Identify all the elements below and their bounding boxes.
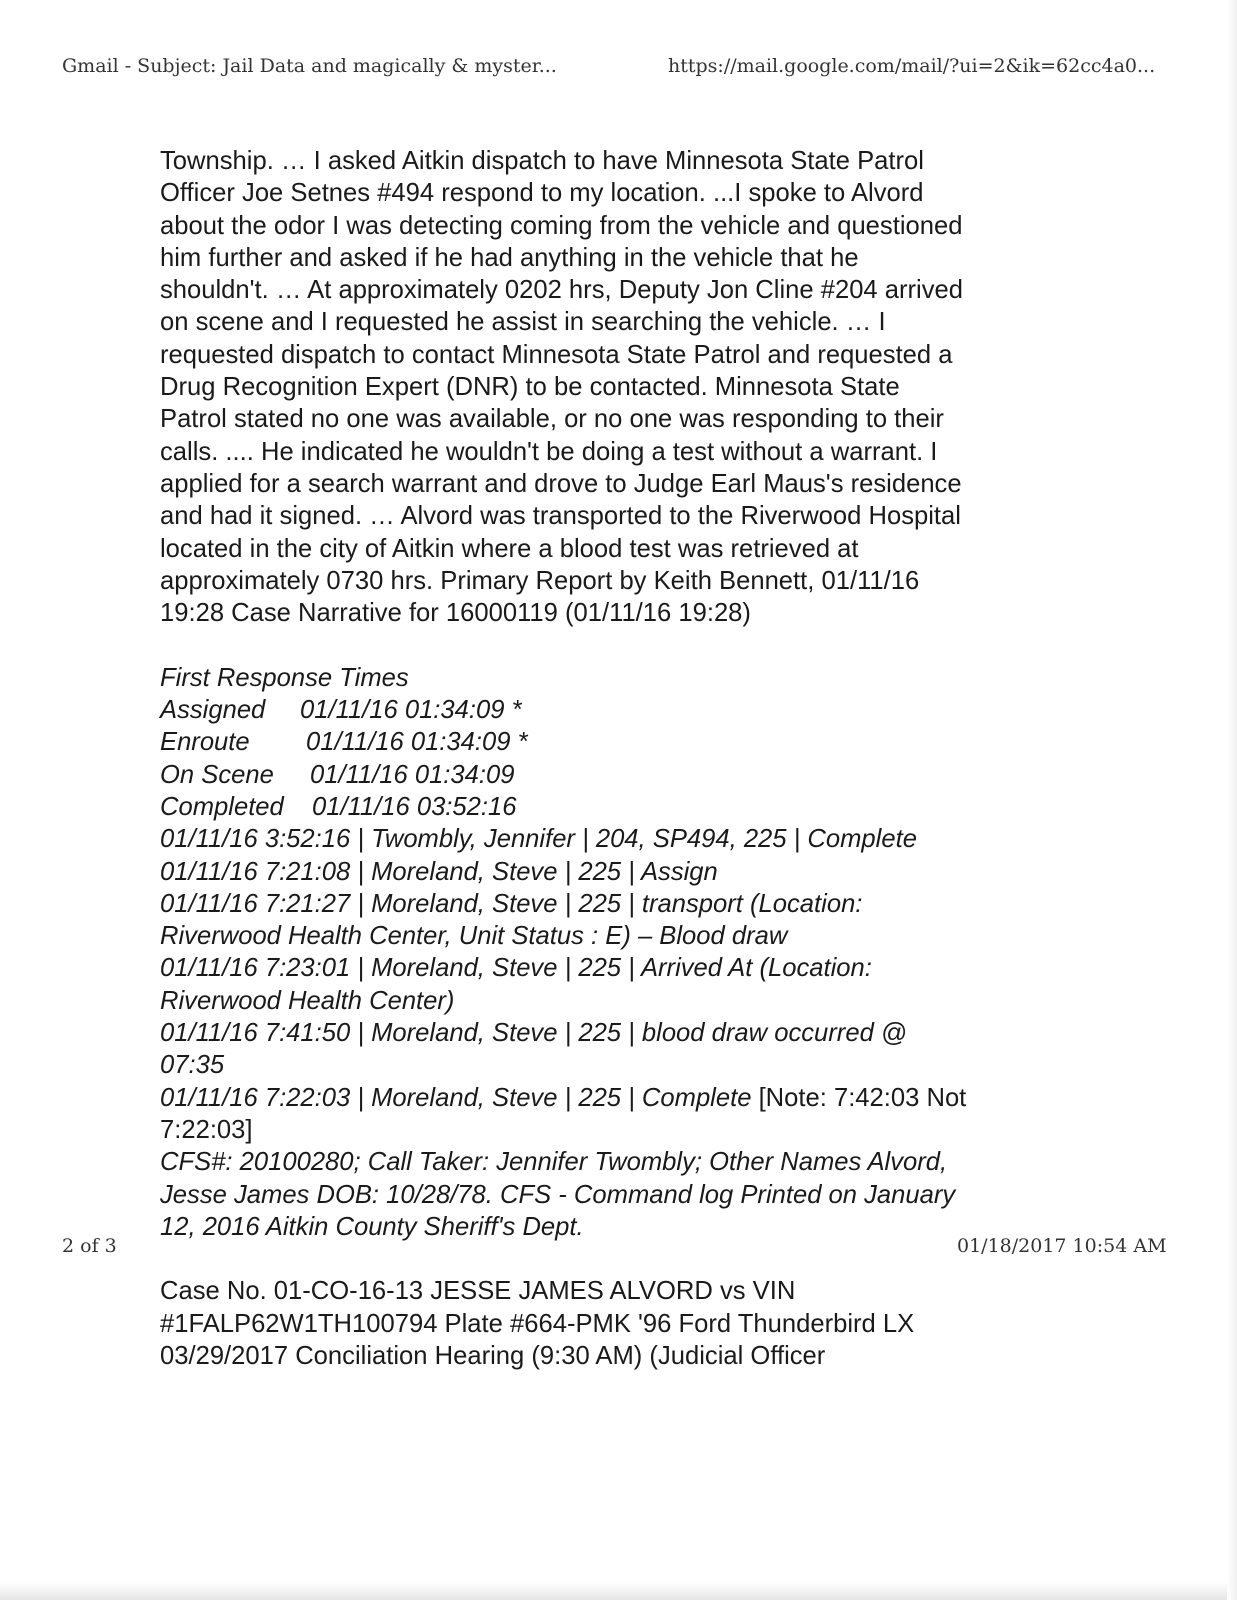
paragraph-gap bbox=[160, 629, 1090, 661]
narrative-line: Drug Recognition Expert (DNR) to be contacted. Minnesota State bbox=[160, 373, 900, 402]
narrative-line: and had it signed. … Alvord was transported to the Riverwood Hospital bbox=[160, 502, 961, 531]
print-header-url: https://mail.google.com/mail/?ui=2&ik=62cc4a0... bbox=[668, 55, 1156, 77]
response-time-row bbox=[160, 791, 1090, 823]
narrative-line: approximately 0730 hrs. Primary Report by Keith Bennett, 01/11/16 bbox=[160, 566, 920, 595]
case-line: Case No. 01-CO-16-13 JESSE JAMES ALVORD vs VIN bbox=[160, 1277, 796, 1306]
narrative-line: located in the city of Aitkin where a blood test was retrieved at bbox=[160, 534, 859, 563]
cfs-line: Jesse James DOB: 10/28/78. CFS - Command log Printed on January bbox=[160, 1180, 956, 1209]
print-header-title: Gmail - Subject: Jail Data and magically & myster... bbox=[62, 55, 557, 77]
correction-note-continued: 7:22:03] bbox=[160, 1115, 253, 1144]
command-log-line: 01/11/16 7:21:08 | Moreland, Steve | 225 | Assign bbox=[160, 857, 718, 886]
response-times-heading: First Response Times bbox=[160, 663, 409, 692]
case-line: 03/29/2017 Conciliation Hearing (9:30 AM) (Judicial Officer bbox=[160, 1341, 826, 1370]
response-time-value: 01/11/16 01:34:09 * bbox=[306, 728, 528, 757]
narrative-line: requested dispatch to contact Minnesota State Patrol and requested a bbox=[160, 340, 953, 369]
response-time-label: Completed bbox=[160, 792, 284, 821]
command-log-complete-entry: 01/11/16 7:22:03 | Moreland, Steve | 225 | Complete bbox=[160, 1083, 752, 1112]
command-log-line: 01/11/16 7:21:27 | Moreland, Steve | 225 | transport (Location: bbox=[160, 889, 863, 918]
cfs-details bbox=[160, 1146, 1090, 1243]
response-time-row bbox=[160, 759, 1090, 791]
narrative-line: shouldn't. … At approximately 0202 hrs, Deputy Jon Cline #204 arrived bbox=[160, 276, 964, 305]
command-log-complete-line bbox=[160, 1082, 1090, 1114]
first-response-times bbox=[160, 662, 1090, 1082]
response-time-value: 01/11/16 03:52:16 bbox=[312, 792, 517, 821]
correction-note: [Note: 7:42:03 Not bbox=[751, 1083, 967, 1112]
narrative-line: applied for a search warrant and drove to Judge Earl Maus's residence bbox=[160, 469, 962, 498]
command-log-line: 07:35 bbox=[160, 1051, 225, 1080]
print-datetime: 01/18/2017 10:54 AM bbox=[957, 1235, 1167, 1257]
command-log-line: 01/11/16 7:41:50 | Moreland, Steve | 225 | blood draw occurred @ bbox=[160, 1019, 907, 1048]
command-log-line: Riverwood Health Center) bbox=[160, 986, 455, 1015]
scan-edge-shadow-right bbox=[1227, 0, 1237, 1600]
command-log-line: 01/11/16 7:23:01 | Moreland, Steve | 225 | Arrived At (Location: bbox=[160, 954, 872, 983]
narrative-line: him further and asked if he had anything in the vehicle that he bbox=[160, 243, 859, 272]
scan-edge-shadow bbox=[0, 1582, 1237, 1600]
command-log-line: Riverwood Health Center, Unit Status : E) – Blood draw bbox=[160, 922, 788, 951]
case-line: #1FALP62W1TH100794 Plate #664-PMK '96 Ford Thunderbird LX bbox=[160, 1309, 915, 1338]
paragraph-gap bbox=[160, 1243, 1090, 1275]
narrative-line: Township. … I asked Aitkin dispatch to have Minnesota State Patrol bbox=[160, 147, 924, 175]
narrative-line: calls. .... He indicated he wouldn't be doing a test without a warrant. I bbox=[160, 437, 938, 466]
page-number: 2 of 3 bbox=[62, 1235, 117, 1257]
response-time-label: On Scene bbox=[160, 760, 274, 789]
response-time-label: Enroute bbox=[160, 728, 250, 757]
response-time-row bbox=[160, 726, 1090, 758]
cfs-line: 12, 2016 Aitkin County Sheriff's Dept. bbox=[160, 1212, 584, 1241]
cfs-line: CFS#: 20100280; Call Taker: Jennifer Twombly; Other Names Alvord, bbox=[160, 1148, 948, 1177]
narrative-line: on scene and I requested he assist in searching the vehicle. … I bbox=[160, 308, 886, 337]
command-log-line: 01/11/16 3:52:16 | Twombly, Jennifer | 204, SP494, 225 | Complete bbox=[160, 825, 917, 854]
response-time-value: 01/11/16 01:34:09 * bbox=[300, 696, 522, 725]
narrative-line: about the odor I was detecting coming from the vehicle and questioned bbox=[160, 211, 963, 240]
case-info bbox=[160, 1275, 1090, 1372]
document-body bbox=[160, 145, 1090, 1372]
response-time-row bbox=[160, 694, 1090, 726]
narrative-line: Officer Joe Setnes #494 respond to my location. ...I spoke to Alvord bbox=[160, 179, 924, 208]
response-time-value: 01/11/16 01:34:09 bbox=[310, 760, 515, 789]
narrative-line: Patrol stated no one was available, or no one was responding to their bbox=[160, 405, 944, 434]
response-time-label: Assigned bbox=[160, 696, 266, 725]
narrative-line: 19:28 Case Narrative for 16000119 (01/11/16 19:28) bbox=[160, 599, 751, 628]
case-narrative bbox=[160, 145, 1090, 629]
